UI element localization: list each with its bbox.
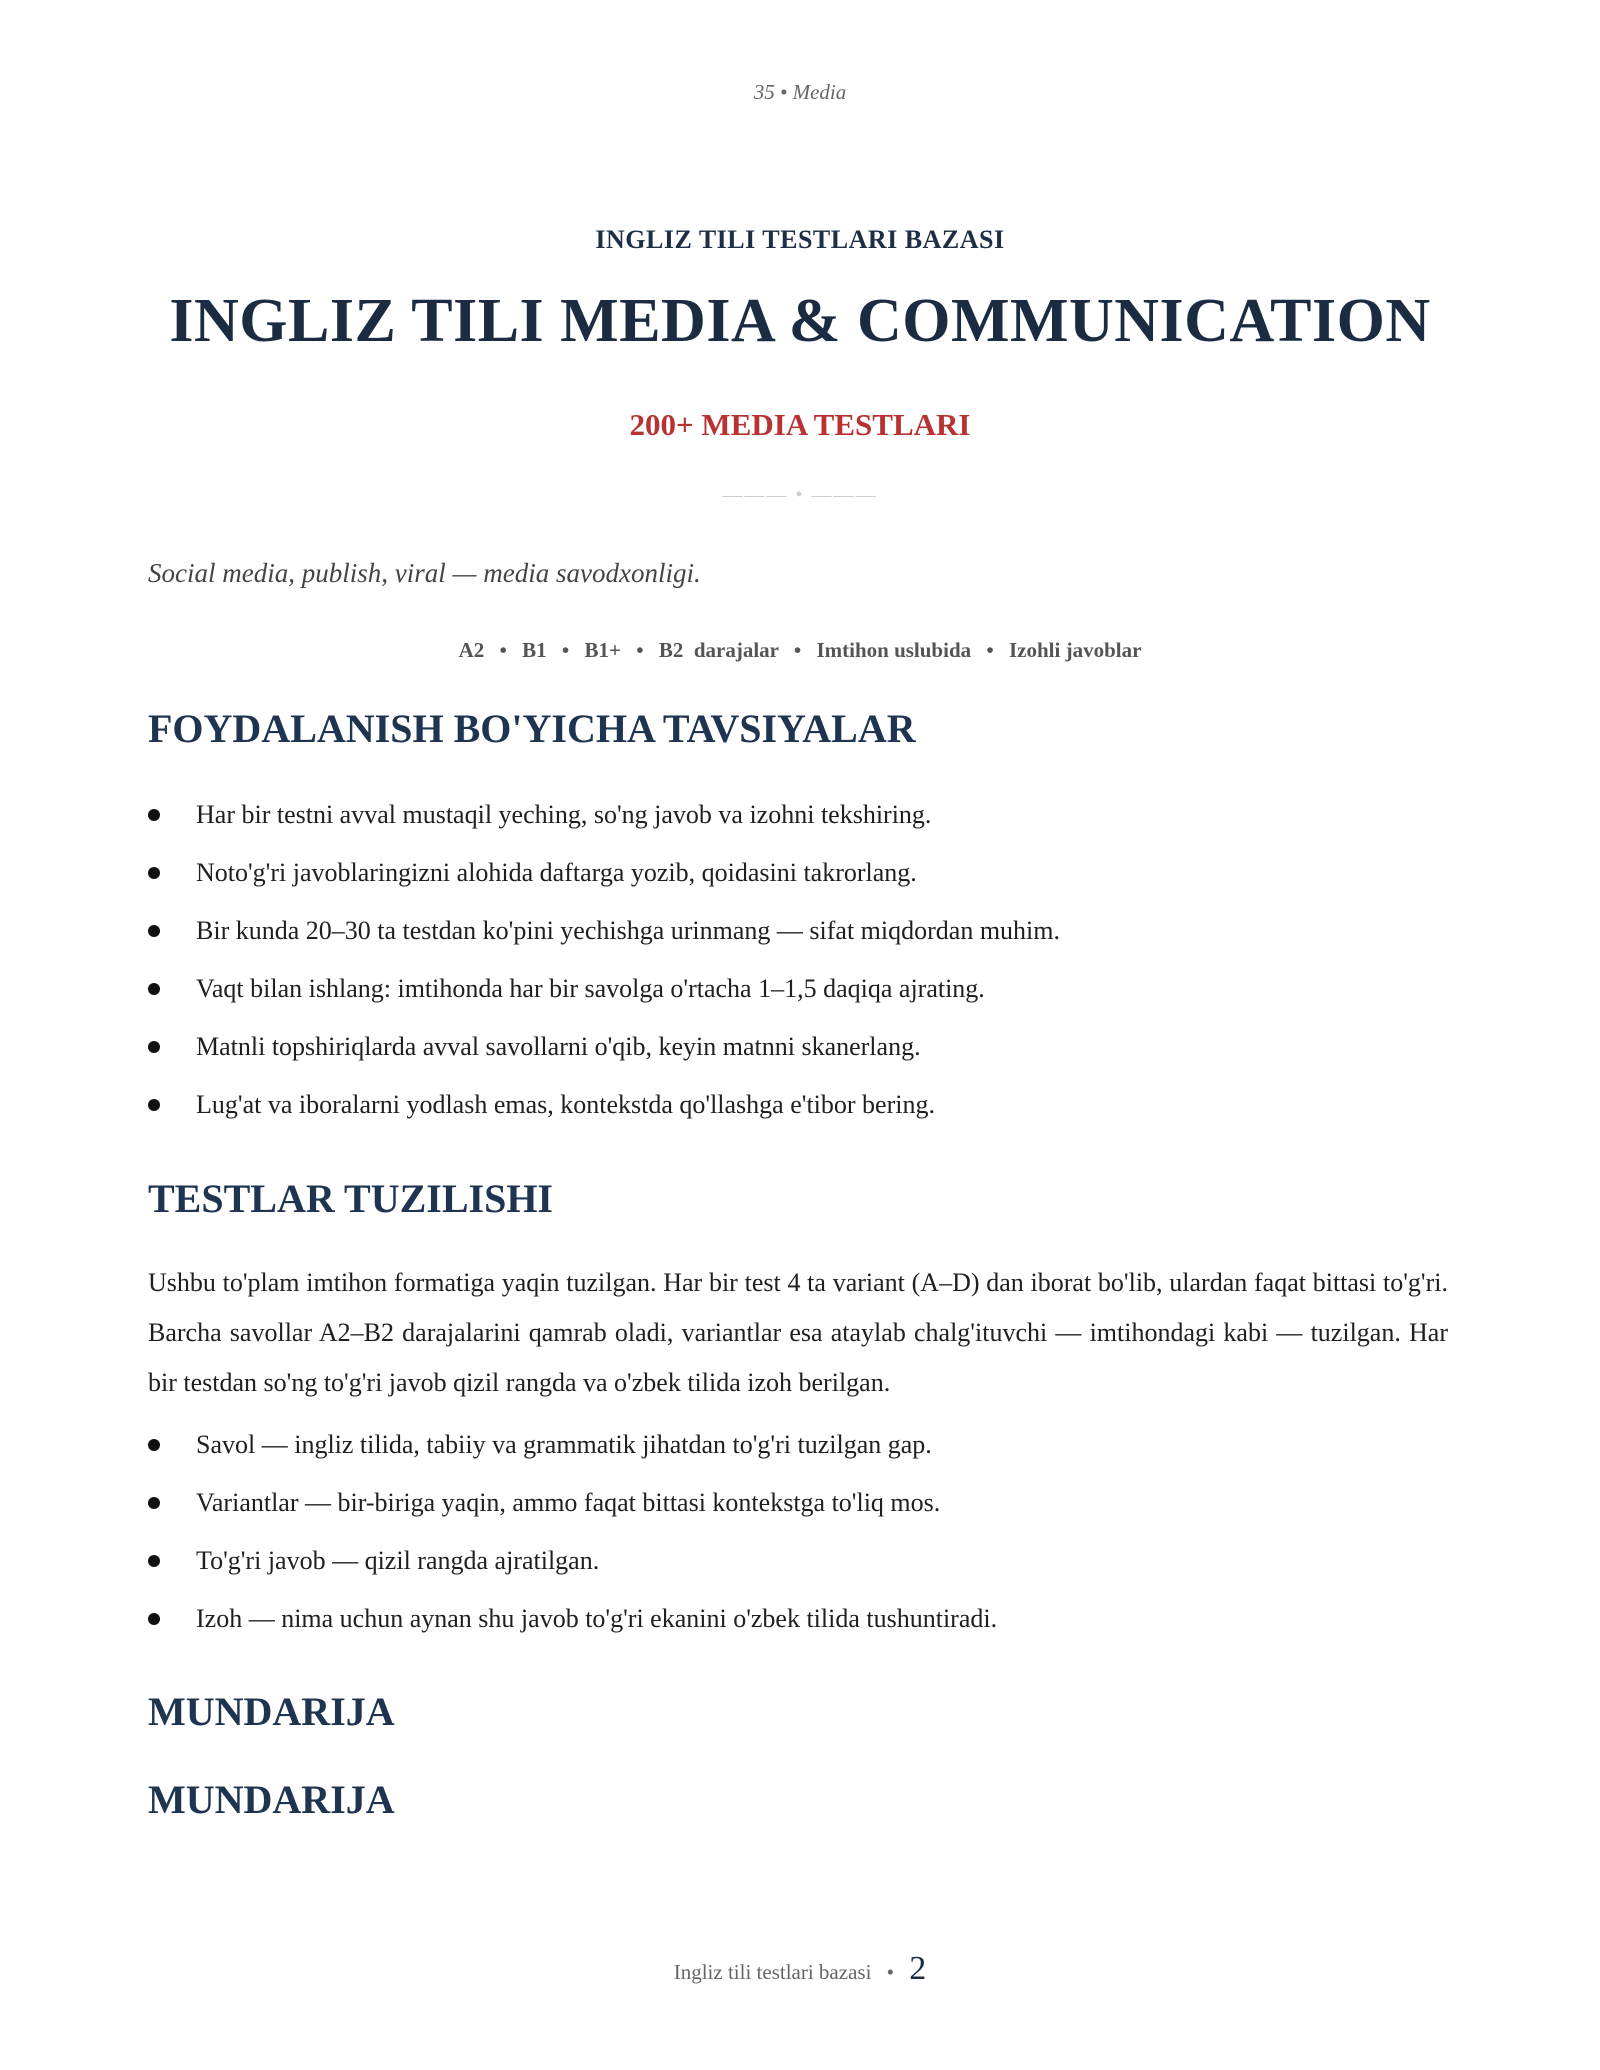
kicker: INGLIZ TILI TESTLARI BAZASI bbox=[595, 225, 1005, 254]
section-heading-contents: MUNDARIJA bbox=[148, 1689, 395, 1734]
level-item: B1+ bbox=[584, 638, 621, 662]
levels-line bbox=[0, 638, 1600, 663]
separator: • bbox=[793, 638, 802, 662]
list-item-text: Vaqt bilan ishlang: imtihonda har bir savolga o'rtacha 1–1,5 daqiqa ajrating. bbox=[196, 974, 985, 1003]
list-item-text: Bir kunda 20–30 ta testdan ko'pini yechishga urinmang — sifat miqdordan muhim. bbox=[196, 916, 1060, 945]
bullet-icon bbox=[148, 1439, 160, 1451]
bullet-icon bbox=[148, 925, 160, 937]
bullet-icon bbox=[148, 1041, 160, 1053]
list-item bbox=[148, 795, 1448, 853]
section-heading-recommendations: FOYDALANISH BO'YICHA TAVSIYALAR bbox=[148, 706, 916, 751]
tagline: Social media, publish, viral — media savodxonligi. bbox=[148, 558, 701, 588]
page-footer bbox=[0, 1950, 1600, 1988]
list-item-text: Izoh — nima uchun aynan shu javob to'g'ri ekanini o'zbek tilida tushuntiradi. bbox=[196, 1604, 998, 1633]
list-item bbox=[148, 1483, 1448, 1541]
level-item: B2 darajalar bbox=[658, 638, 779, 662]
list-item bbox=[148, 853, 1448, 911]
bullet-icon bbox=[148, 809, 160, 821]
level-item: A2 bbox=[458, 638, 485, 662]
separator: • bbox=[886, 1960, 895, 1984]
list-item bbox=[148, 911, 1448, 969]
list-item-text: Variantlar — bir-biriga yaqin, ammo faqat bittasi kontekstga to'liq mos. bbox=[196, 1488, 941, 1517]
page-title: INGLIZ TILI MEDIA & COMMUNICATION bbox=[169, 287, 1431, 355]
list-item-text: Savol — ingliz tilida, tabiiy va grammatik jihatdan to'g'ri tuzilgan gap. bbox=[196, 1430, 932, 1459]
list-item bbox=[148, 1085, 1448, 1143]
bullet-icon bbox=[148, 1613, 160, 1625]
page-number: 2 bbox=[909, 1950, 927, 1987]
list-item-text: To'g'ri javob — qizil rangda ajratilgan. bbox=[196, 1546, 600, 1575]
list-item bbox=[148, 1027, 1448, 1085]
bullet-icon bbox=[148, 1099, 160, 1111]
separator: • bbox=[499, 638, 507, 662]
level-item: B1 bbox=[522, 638, 547, 662]
ornament-divider: ——— • ——— bbox=[722, 484, 878, 506]
list-item bbox=[148, 1599, 1448, 1657]
separator: • bbox=[561, 638, 570, 662]
recommendations-list bbox=[148, 795, 1448, 1143]
level-item: Izohli javoblar bbox=[1009, 638, 1142, 662]
level-item: Imtihon uslubida bbox=[816, 638, 972, 662]
structure-list bbox=[148, 1425, 1448, 1657]
bullet-icon bbox=[148, 983, 160, 995]
list-item-text: Har bir testni avval mustaqil yeching, so'ng javob va izohni tekshiring. bbox=[196, 800, 932, 829]
subtitle: 200+ MEDIA TESTLARI bbox=[629, 407, 971, 442]
list-item-text: Matnli topshiriqlarda avval savollarni o'qib, keyin matnni skanerlang. bbox=[196, 1032, 921, 1061]
running-head: 35 • Media bbox=[753, 80, 847, 104]
list-item bbox=[148, 1425, 1448, 1483]
separator: • bbox=[986, 638, 994, 662]
list-item-text: Noto'g'ri javoblaringizni alohida daftarga yozib, qoidasini takrorlang. bbox=[196, 858, 917, 887]
bullet-icon bbox=[148, 1555, 160, 1567]
list-item bbox=[148, 1541, 1448, 1599]
section-heading-contents-repeat: MUNDARIJA bbox=[148, 1777, 395, 1822]
bullet-icon bbox=[148, 1497, 160, 1509]
separator: • bbox=[636, 638, 644, 662]
structure-paragraph: Ushbu to'plam imtihon formatiga yaqin tuzilgan. Har bir test 4 ta variant (A–D) dan iborat bo'lib, ulardan faqat bittasi to'g'ri. Barcha savollar A2–B2 darajalarini qamrab oladi, variantlar esa ataylab chalg'ituvchi — imtihondagi kabi — tuzilgan. Har bir testdan so'ng to'g'ri javob qizil rangda va o'zbek tilida izoh berilgan. bbox=[148, 1268, 1448, 1397]
list-item-text: Lug'at va iboralarni yodlash emas, kontekstda qo'llashga e'tibor bering. bbox=[196, 1090, 935, 1119]
list-item bbox=[148, 969, 1448, 1027]
footer-text: Ingliz tili testlari bazasi bbox=[673, 1960, 872, 1984]
section-heading-structure: TESTLAR TUZILISHI bbox=[148, 1176, 553, 1221]
bullet-icon bbox=[148, 867, 160, 879]
